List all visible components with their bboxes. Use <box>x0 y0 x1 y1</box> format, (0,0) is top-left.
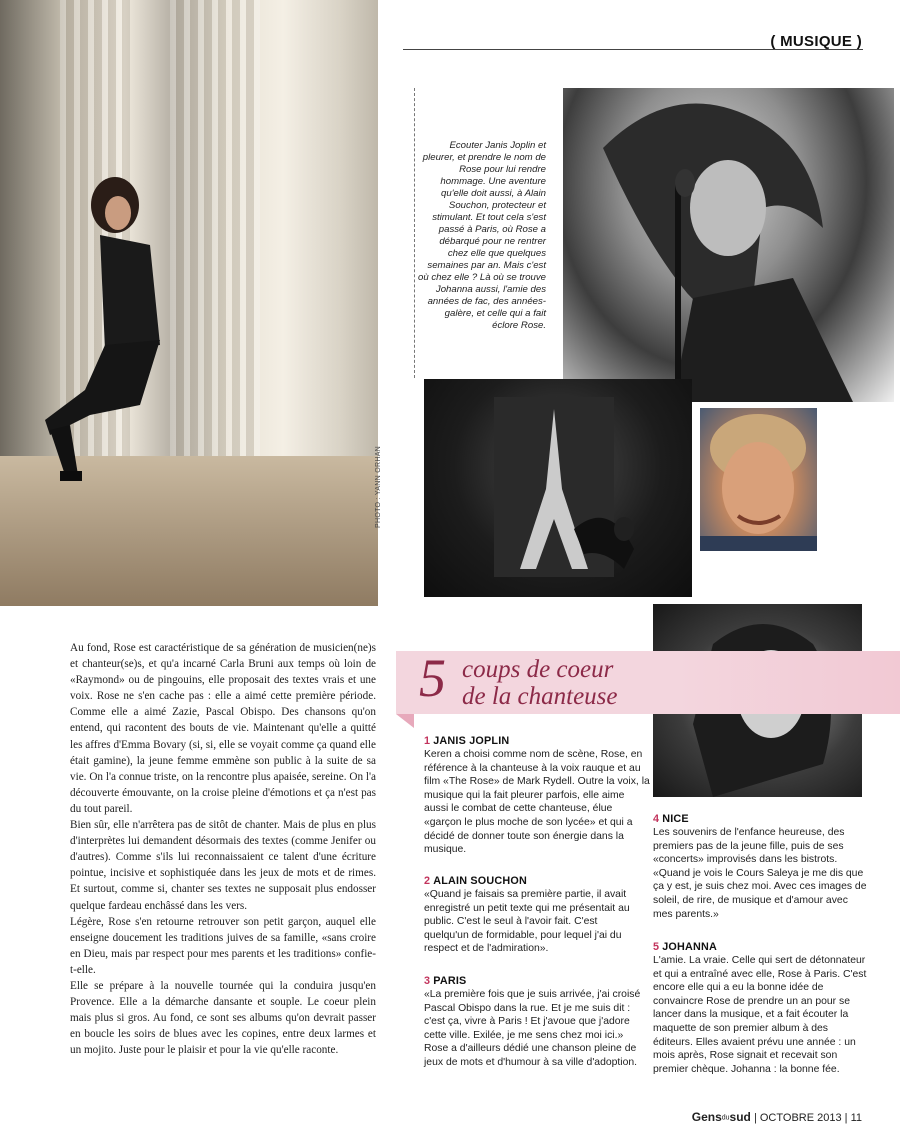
janis-silhouette <box>563 88 894 402</box>
page-footer <box>692 1110 862 1124</box>
coups-title-line2: de la chanteuse <box>462 683 618 710</box>
pick-text: Les souvenirs de l'enfance heureuse, des premiers pas de la jeune fille, puis de ses «concerts» improvisés dans les bistrots. «Quand je vois le Cours Saleya je me dis que ça y est, je suis chez moi. Avec ces images de soleil, de rire, de musique et d'amour avec mes parents.» <box>653 827 867 920</box>
pick-nice <box>653 812 869 921</box>
pick-title: PARIS <box>433 975 467 987</box>
alain-souchon-photo <box>700 408 817 551</box>
souchon-face <box>700 408 817 551</box>
issue-date: | OCTOBRE 2013 | <box>753 1112 848 1124</box>
pick-paris <box>424 974 644 1070</box>
pick-text: «Quand je faisais sa première partie, il avait enregistré un petit texte qui me présentait au public. C'est le seul à l'avoir fait. C'est quelqu'un de formidable, pour lequel j'ai du respect et de l'admiration». <box>424 889 630 955</box>
coups-title-line1: coups de coeur <box>462 656 614 683</box>
paris-eiffel-photo <box>424 379 692 597</box>
pick-heading <box>424 974 644 988</box>
pick-title: JANIS JOPLIN <box>433 735 510 747</box>
rose-photo <box>0 0 378 606</box>
photo-credit: PHOTO : YANN ORHAN <box>375 445 382 528</box>
logo-part: du <box>721 1114 730 1122</box>
article-paragraph: Légère, Rose s'en retourne retrouver son petit garçon, auquel elle enseigne doucement les traditions juives de sa famille, «sans croire en Dieu, mais par respect pour mes parents et les traditions» confie-t-elle. <box>70 915 376 976</box>
pick-number: 4 <box>653 813 660 825</box>
photo-caption: Ecouter Janis Joplin et pleurer, et prendre le nom de Rose pour lui rendre hommage. Une aventure qu'elle doit aussi, à Alain Souchon, protecteur et stimulant. Et tout cela s'est passé à Paris, où Rose a débarqué pour ne rentrer chez elle que quelques semaines par an. Mais c'est où chez elle ? Là où se trouve Johanna aussi, l'amie des années de fac, des années-galère, et celle qui a fait éclore Rose. <box>418 140 547 331</box>
janis-joplin-photo <box>563 88 894 402</box>
pick-heading <box>424 874 634 888</box>
pick-text: L'amie. La vraie. Celle qui sert de détonnateur et qui a entraîné avec elle, Rose à Paris. C'est encore elle qui a eu la bonne idée de convaincre Rose de prendre un an pour se lancer dans la musique, et a fait écouter la maquette de son premier album à des éditeurs. Elles avaient prévu une année : un mois après, Rose signait et recevait son premier chèque. Johanna : la bonne fée. <box>653 955 867 1075</box>
pick-heading <box>653 812 869 826</box>
coups-de-coeur-notch <box>396 714 414 728</box>
pick-heading <box>653 940 869 954</box>
logo-part: sud <box>729 1110 751 1124</box>
pick-number: 1 <box>424 735 431 747</box>
pick-number: 2 <box>424 875 431 887</box>
magazine-logo <box>692 1110 751 1124</box>
pick-alain-souchon <box>424 874 634 956</box>
pick-title: JOHANNA <box>662 941 718 953</box>
article-paragraph: Au fond, Rose est caractéristique de sa génération de musicien(ne)s et chanteur(se)s, et qu'a incarné Carla Bruni aux temps où loin de «Raymond» ou de pingouins, elle proposait des textes vrais et une voix. Rose ne s'en cache pas : elle a aimé cette première période. Comme elle a aimé Zazie, Pascal Obispo. Des chansons qu'on entend, qui racontent des bouts de vie. Maintenant qu'elle a quitté les affres d'Emma Bovary (si, si, elle se voyait comme ça quand elle était gamine), la jeune femme emmène son public à la suite de sa vie. On l'a connue triste, on la rencontre plus apaisée, sereine. On l'a découverte émouvante, on la croise pleine d'émotions et ça n'est pas du tout pareil. <box>70 642 376 815</box>
pick-title: NICE <box>662 813 689 825</box>
coups-de-coeur-number: 5 <box>419 648 446 708</box>
caption-divider <box>414 88 415 378</box>
section-label: ( MUSIQUE ) <box>770 33 862 50</box>
rose-figure <box>30 175 180 495</box>
logo-part: Gens <box>691 1110 722 1124</box>
pick-text: Keren a choisi comme nom de scène, Rose, en référence à la chanteuse à la voix rauque et au film «The Rose» de Mark Rydell. Outre la voix, la musique qui la fait pleurer parfois, elle aime aussi le combat de cette chanteuse, élue «garçon le plus moche de son lycée» et qui a décidé de donner toute son énergie dans la musique. <box>424 749 650 856</box>
pick-janis-joplin <box>424 734 650 857</box>
eiffel-tower-image <box>424 379 692 597</box>
pick-johanna <box>653 940 869 1076</box>
article-paragraph: Bien sûr, elle n'arrêtera pas de sitôt de chanter. Mais de plus en plus d'interprètes lui demandent désormais des textes (comme Jenifer ou d'autres). Comme s'ils lui reconnaissaient ce talent d'une écriture pointue, incisive et sophistiquée dans les jeux de mots et de rimes. Et surtout, comme si, chanter ses textes ne supposait plus endosser quelque fardeau enchâssé dans les vers. <box>70 819 376 912</box>
article-paragraph: Elle se prépare à la nouvelle tournée qui la conduira jusqu'en Provence. Elle a la démarche dansante et souple. Le coeur plein mais plus si gros. Au fond, ce sont ses albums qu'on devrait passer en boucle les soirs de blues avec les copines, entre deux larmes et un mojito. Juste pour le plaisir et pour la vie qu'elle raconte. <box>70 979 376 1057</box>
pick-text: «La première fois que je suis arrivée, j'ai croisé Pascal Obispo dans la rue. Et je me suis dit : c'est ça, vivre à Paris ! Et j'avoue que j'adore cette ville. Exilée, je me sens chez moi ici.» Rose a d'ailleurs dédié une chanson pleine de jeux de mots et d'humour à sa ville d'adoption. <box>424 989 641 1068</box>
pick-title: ALAIN SOUCHON <box>433 875 527 887</box>
pick-number: 5 <box>653 941 660 953</box>
pick-number: 3 <box>424 975 431 987</box>
coups-de-coeur-title <box>462 656 618 710</box>
page-number: 11 <box>850 1112 862 1124</box>
pick-heading <box>424 734 650 748</box>
article-body <box>70 640 376 1058</box>
